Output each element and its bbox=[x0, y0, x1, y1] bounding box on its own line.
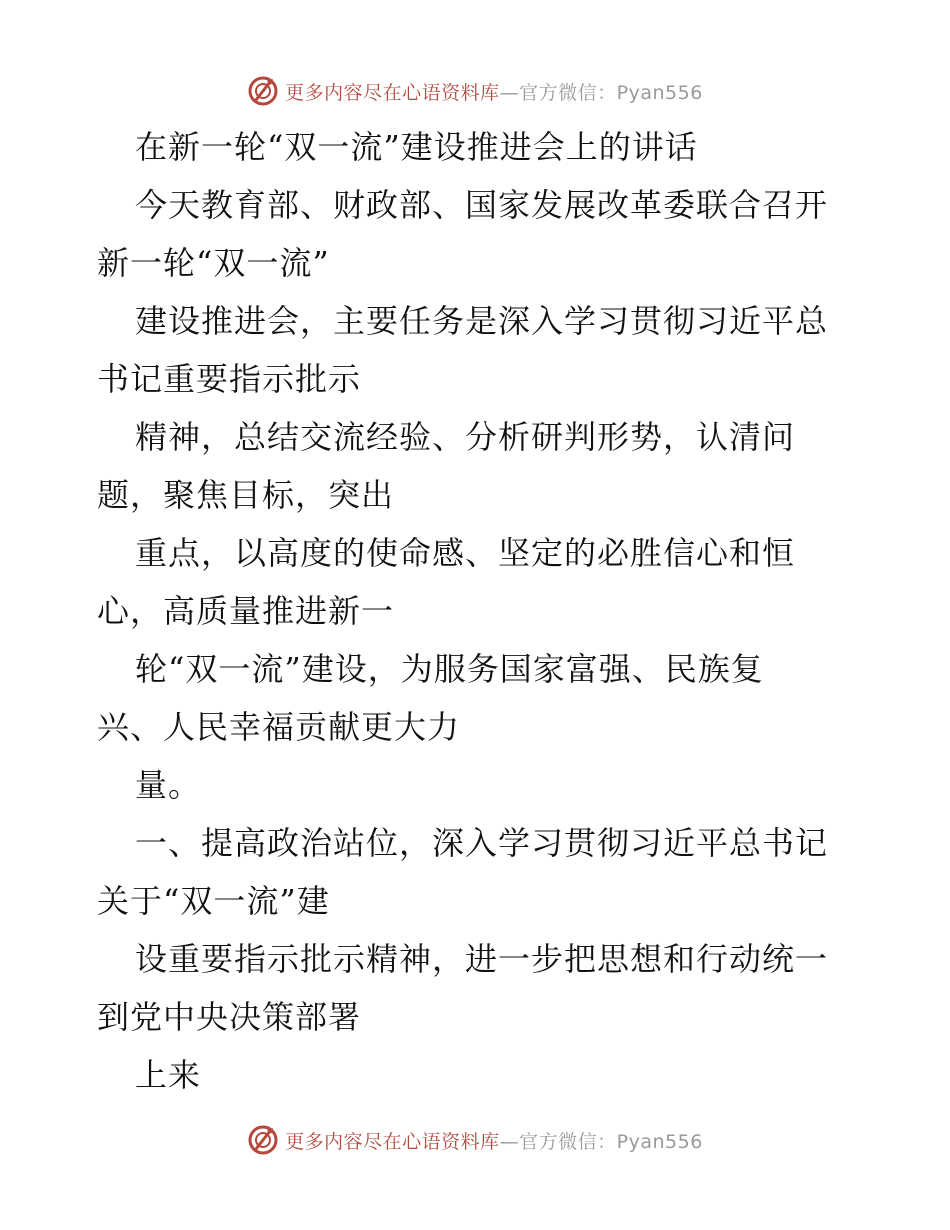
document-body bbox=[97, 118, 857, 1104]
paragraph-line: 设重要指示批示精神，进一步把思想和行动统一 bbox=[135, 940, 829, 978]
paragraph-line: 心，高质量推进新一 bbox=[97, 592, 395, 630]
seal-logo-icon bbox=[247, 1124, 279, 1156]
paragraph-line: 轮“双一流”建设，为服务国家富强、民族复 bbox=[135, 650, 764, 688]
paragraph-line: 建设推进会，主要任务是深入学习贯彻习近平总 bbox=[135, 302, 829, 340]
section-heading: 一、提高政治站位，深入学习贯彻习近平总书记 bbox=[135, 824, 829, 862]
paragraph-line: 新一轮“双一流” bbox=[97, 244, 330, 282]
paragraph-line: 到党中央决策部署 bbox=[97, 998, 362, 1036]
paragraph-line: 重点，以高度的使命感、坚定的必胜信心和恒 bbox=[135, 534, 796, 572]
header-text: 更多内容尽在心语资料库—官方微信：Pyan556 bbox=[285, 81, 703, 104]
paragraph-line: 今天教育部、财政部、国家发展改革委联合召开 bbox=[135, 186, 829, 224]
paragraph-line: 关于“双一流”建 bbox=[97, 882, 330, 920]
seal-logo-icon bbox=[247, 75, 279, 107]
paragraph-line: 精神，总结交流经验、分析研判形势，认清问 bbox=[135, 418, 796, 456]
paragraph-line: 量。 bbox=[135, 766, 202, 804]
paragraph-line: 上来 bbox=[135, 1056, 202, 1094]
header-banner bbox=[0, 71, 950, 111]
paragraph-line: 题，聚焦目标，突出 bbox=[97, 476, 395, 514]
paragraph-line: 书记重要指示批示 bbox=[97, 360, 362, 398]
footer-text: 更多内容尽在心语资料库—官方微信：Pyan556 bbox=[285, 1130, 703, 1153]
paragraph-line: 兴、人民幸福贡献更大力 bbox=[97, 708, 461, 746]
footer-banner bbox=[0, 1120, 950, 1160]
document-title: 在新一轮“双一流”建设推进会上的讲话 bbox=[135, 128, 698, 166]
